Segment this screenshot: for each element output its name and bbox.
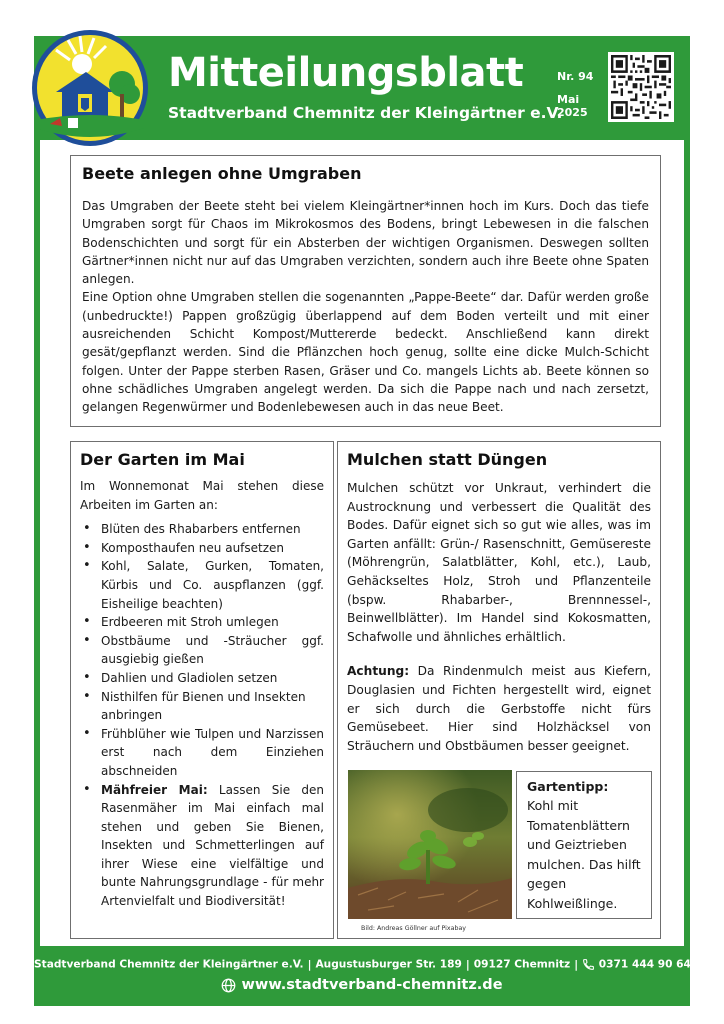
footer-org: Stadtverband Chemnitz der Kleingärtner e.V. xyxy=(34,958,304,971)
article-paragraph: Mulchen schützt vor Unkraut, verhindert die Austrocknung und verbessert die Qualität des Bodes. Dafür eignet sich so gut wie alles, was im Garten anfällt: Grün-/ Rasenschnitt, Gemüsereste (Möhrengrün, Salatblätter, Kohl, etc.), Laub, Gehäckseltes Holz, Stroh und Pflanzenteile (bspw. Rhabarber-, Brennnessel-, Beinwellblätter). Im Handel sind Kokosmatten, Schafwolle und ähnliches erhältlich. xyxy=(347,481,651,644)
article-beete-anlegen xyxy=(70,155,661,427)
website-link[interactable]: www.stadtverband-chemnitz.de xyxy=(241,977,503,993)
newsletter-title: Mitteilungsblatt xyxy=(168,50,524,96)
issue-number: Nr. 94 xyxy=(557,70,594,83)
article-heading: Der Garten im Mai xyxy=(80,450,245,469)
seedling-photo xyxy=(348,770,512,919)
task-list xyxy=(80,520,324,910)
footer-city: 09127 Chemnitz xyxy=(473,958,571,971)
image-credit: Bild: Andreas Göllner auf Pixabay xyxy=(361,925,467,932)
issue-info xyxy=(557,70,593,119)
phone-icon xyxy=(582,958,595,971)
article-heading: Beete anlegen ohne Umgraben xyxy=(82,164,362,183)
warning-label: Achtung: xyxy=(347,664,410,679)
footer-website[interactable] xyxy=(34,977,690,993)
list-item-label: Mähfreier Mai: xyxy=(101,782,208,797)
warning-text: Da Rindenmulch meist aus Kiefern, Douglasien und Fichten hergestellt wird, eignet er sich durch die Gerbstoffe nicht fürs Gemüsebeet. Hier sind Holzhäcksel von Sträuchern und Obstbäumen besser geeignet. xyxy=(347,664,651,753)
issue-year: 2025 xyxy=(557,106,588,119)
list-item xyxy=(80,781,324,911)
list-item: • Obstbäume und -Sträucher ggf. ausgiebig gießen xyxy=(80,632,324,669)
article-intro: Im Wonnemonat Mai stehen diese Arbeiten im Garten an: xyxy=(80,479,324,512)
association-logo xyxy=(30,28,150,148)
footer-contact: Stadtverband Chemnitz der Kleingärtner e.V. | Augustusburger Str. 189 | 09127 Chemnitz | 0371 444 90 64 xyxy=(34,958,691,971)
article-garten-im-mai xyxy=(70,441,334,939)
issue-month: Mai xyxy=(557,93,580,106)
qr-code[interactable] xyxy=(608,52,674,122)
list-item: • Nisthilfen für Bienen und Insekten anbringen xyxy=(80,688,324,725)
article-heading: Mulchen statt Düngen xyxy=(347,450,548,469)
footer-phone[interactable]: 0371 444 90 64 xyxy=(598,958,691,971)
list-item: • Komposthaufen neu aufsetzen xyxy=(80,539,324,558)
tip-text: Kohl mit Tomatenblättern und Geiztrieben mulchen. Das hilft gegen Kohlweißlinge. xyxy=(527,798,641,911)
article-paragraph: Eine Option ohne Umgraben stellen die sogenannten „Pappe-Beete“ dar. Dafür werden große (unbedruckte!) Pappen großzügig überlappend auf dem Boden verteilt und mit einer ausreichenden Schicht Kompost/Muttererde bedeckt. Anschließend kann direkt gesät/gepflanzt werden. Sind die Pflänzchen hoch genug, sollte eine dicke Mulch-Schicht folgen. Unter der Pappe sterben Rasen, Gräser und Co. mangels Lichts ab. Beete können so ohne schädliches Umgraben angelegt werden. Da sich die Pappe nach und nach zersetzt, gelangen Regenwürmer und Bodenlebewesen auch in das neue Beet. xyxy=(82,290,649,415)
list-item: • Blüten des Rhabarbers entfernen xyxy=(80,520,324,539)
tip-title: Gartentipp: xyxy=(527,779,609,794)
list-item-text: Lassen Sie den Rasenmäher im Mai einfach mal stehen und geben Sie Bienen, Insekten und Schmetterlingen auf ihrer Wiese eine vielfältige und bunte Nahrungsgrundlage - für mehr Artenvielfalt und Biodiversität! xyxy=(101,782,324,909)
qr-code-icon xyxy=(611,55,671,119)
list-item: • Dahlien und Gladiolen setzen xyxy=(80,669,324,688)
globe-icon xyxy=(221,978,236,993)
warning-paragraph xyxy=(347,662,651,755)
footer-street: Augustusburger Str. 189 xyxy=(315,958,462,971)
list-item: • Kohl, Salate, Gurken, Tomaten, Kürbis und Co. auspflanzen (ggf. Eisheilige beachten) xyxy=(80,557,324,613)
list-item: • Frühblüher wie Tulpen und Narzissen erst nach dem Einziehen abschneiden xyxy=(80,725,324,781)
article-paragraph: Das Umgraben der Beete steht bei vielem Kleingärtner*innen hoch im Kurs. Doch das tiefe Umgraben sorgt für Chaos im Mikrokosmos des Bodens, bringt Lebewesen in die falschen Bodenschichten und sorgt für ein Absterben der wichtigen Organismen. Deswegen sollten Gärtner*innen nicht nur auf das Umgraben verzichten, sondern auch ihre Beete ohne Spaten anlegen. xyxy=(82,199,649,287)
association-name: Stadtverband Chemnitz der Kleingärtner e.V. xyxy=(168,104,563,122)
garden-tip-box xyxy=(516,771,652,919)
list-item: • Erdbeeren mit Stroh umlegen xyxy=(80,613,324,632)
